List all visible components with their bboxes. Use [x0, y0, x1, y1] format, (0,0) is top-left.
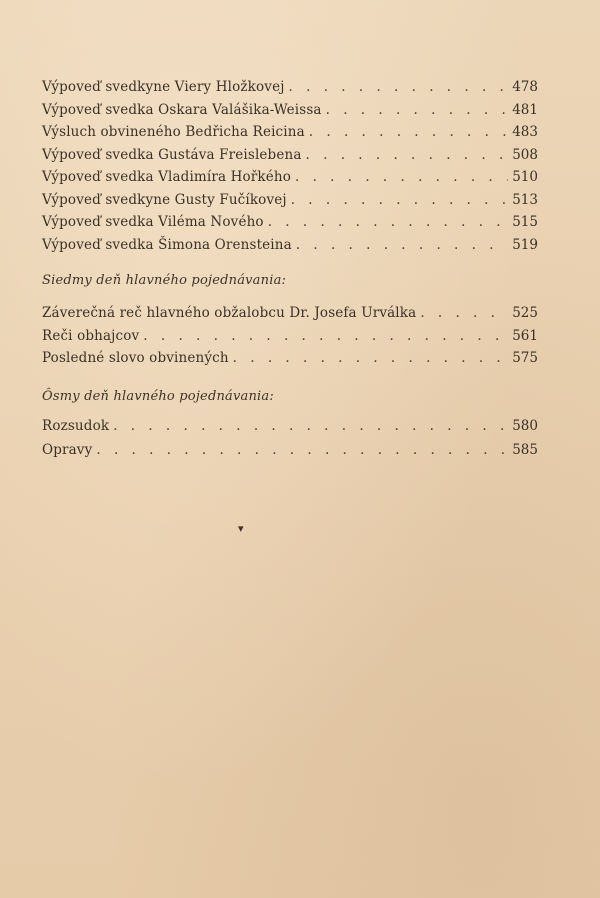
toc-entry-page: 513	[512, 191, 538, 208]
section-heading: Ôsmy deň hlavného pojednávania:	[42, 389, 274, 404]
toc-entry	[42, 438, 538, 462]
toc-section-1	[42, 76, 538, 256]
toc-entry-title: Výpoveď svedka Vladimíra Hořkého	[42, 169, 291, 185]
toc-entry	[42, 99, 538, 122]
toc-entry	[42, 347, 538, 370]
toc-entry	[42, 76, 538, 99]
toc-entry-page: 478	[512, 79, 538, 95]
toc-section-3-entries	[42, 414, 538, 462]
toc-entry-page: 510	[512, 169, 538, 185]
toc-entry-page: 483	[512, 124, 538, 140]
toc-entry	[42, 325, 538, 348]
toc-section-3	[42, 386, 538, 408]
toc-leader-dots	[326, 99, 508, 122]
toc-entry-page: 525	[512, 305, 538, 321]
toc-leader-dots	[291, 189, 508, 212]
toc-entry-title: Záverečná reč hlavného obžalobcu Dr. Josefa Urválka	[42, 305, 417, 321]
section-heading: Siedmy deň hlavného pojednávania:	[42, 273, 287, 288]
toc-entry	[42, 189, 538, 212]
toc-section-2-entries	[42, 302, 538, 370]
toc-entry	[42, 166, 538, 189]
toc-entry	[42, 414, 538, 438]
toc-entry-title: Výpoveď svedka Oskara Valášika-Weissa	[42, 101, 322, 118]
toc-leader-dots	[233, 347, 508, 370]
toc-entry-title: Posledné slovo obvinených	[42, 350, 229, 366]
toc-entry-page: 481	[512, 101, 538, 118]
toc-entry-page: 519	[512, 236, 538, 253]
toc-entry	[42, 234, 538, 257]
toc-entry-title: Výpoveď svedka Gustáva Freislebena	[42, 146, 302, 163]
toc-leader-dots	[295, 166, 508, 189]
toc-entry-title: Výpoveď svedka Šimona Orensteina	[42, 236, 292, 253]
toc-entry-title: Výpoveď svedkyne Gusty Fučíkovej	[42, 191, 287, 208]
toc-entry	[42, 144, 538, 167]
toc-leader-dots	[113, 414, 508, 438]
toc-leader-dots	[306, 144, 508, 167]
toc-entry-title: Výsluch obvineného Bedřicha Reicina	[42, 124, 305, 140]
toc-entry-page: 515	[512, 214, 538, 230]
toc-section-2	[42, 270, 538, 292]
toc-entry	[42, 211, 538, 234]
toc-leader-dots	[420, 302, 508, 325]
toc-leader-dots	[309, 121, 508, 144]
toc-leader-dots	[268, 211, 508, 234]
toc-entry-page: 575	[512, 350, 538, 366]
toc-entry-title: Opravy	[42, 442, 93, 458]
print-mark: ▾	[238, 522, 244, 535]
toc-leader-dots	[296, 234, 508, 257]
toc-entry-title: Rozsudok	[42, 418, 110, 434]
toc-entry	[42, 302, 538, 325]
toc-entry-page: 508	[512, 146, 538, 163]
toc-entry-title: Výpoveď svedka Viléma Nového	[42, 214, 264, 230]
toc-entry-title: Reči obhajcov	[42, 327, 140, 344]
toc-leader-dots	[143, 325, 508, 348]
toc-leader-dots	[289, 76, 508, 99]
toc-entry-page: 580	[512, 418, 538, 434]
toc-entry-page: 561	[512, 327, 538, 344]
toc-leader-dots	[96, 438, 508, 462]
toc-entry-page: 585	[512, 442, 538, 458]
toc-entry	[42, 121, 538, 144]
toc-entry-title: Výpoveď svedkyne Viery Hložkovej	[42, 79, 285, 95]
